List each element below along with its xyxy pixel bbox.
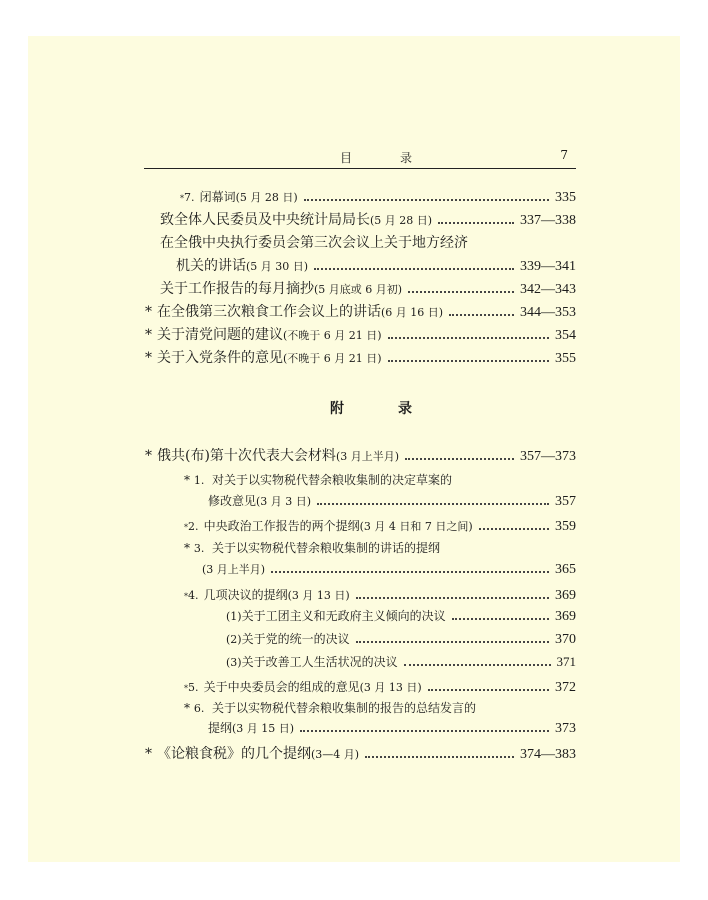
star-marker: * bbox=[184, 592, 188, 601]
toc-entry bbox=[145, 301, 576, 323]
dot-leader bbox=[404, 664, 551, 666]
dot-leader bbox=[356, 641, 549, 643]
dot-leader bbox=[405, 458, 514, 460]
entry-title-line1: 在全俄中央执行委员会第三次会议上关于地方经济 bbox=[160, 235, 468, 251]
entry-date: (5 月 28 日) bbox=[235, 191, 298, 204]
entry-title: 中央政治工作报告的两个提纲 bbox=[203, 519, 360, 533]
star-marker: * bbox=[145, 304, 152, 320]
dot-leader bbox=[479, 528, 549, 530]
toc-entry bbox=[160, 209, 576, 231]
entry-title: 在全俄第三次粮食工作会议上的讲话 bbox=[157, 304, 381, 320]
appendix-heading: 附 录 bbox=[330, 401, 432, 417]
entry-date: (3 月 13 日) bbox=[287, 589, 350, 602]
entry-title: 关于中央委员会的组成的意见 bbox=[203, 680, 360, 694]
dot-leader bbox=[449, 314, 514, 316]
entry-title: 关于入党条件的意见 bbox=[157, 350, 283, 366]
entry-pages: 369 bbox=[555, 609, 576, 624]
toc-entry bbox=[180, 186, 576, 208]
entry-title: 闭幕词 bbox=[199, 190, 236, 204]
entry-number: 1. bbox=[193, 474, 205, 487]
entry-pages: 371 bbox=[556, 654, 576, 669]
entry-title: 几项决议的提纲 bbox=[203, 588, 288, 602]
entry-pages: 365 bbox=[555, 562, 576, 577]
entry-pages: 372 bbox=[555, 680, 576, 695]
entry-title: 关于清党问题的建议 bbox=[157, 327, 283, 343]
entry-title: 关于改善工人生活状况的决议 bbox=[241, 655, 398, 669]
entry-number: 4. bbox=[188, 589, 199, 602]
star-marker: * bbox=[184, 523, 188, 532]
entry-pages: 342—343 bbox=[520, 282, 576, 297]
page-header bbox=[144, 148, 576, 170]
dot-leader bbox=[452, 618, 549, 620]
dot-leader bbox=[428, 689, 549, 691]
entry-pages: 354 bbox=[555, 328, 576, 343]
entry-pages: 335 bbox=[555, 190, 576, 205]
appendix-main-entry bbox=[145, 445, 576, 467]
star-marker: * bbox=[145, 448, 152, 464]
dot-leader bbox=[317, 503, 549, 505]
entry-date: (3 月 4 日和 7 日之间) bbox=[359, 520, 473, 533]
toc-entry bbox=[145, 347, 576, 369]
star-marker: * bbox=[184, 701, 190, 715]
entry-title: 致全体人民委员及中央统计局局长 bbox=[160, 212, 370, 228]
appendix-item-line1 bbox=[184, 471, 452, 488]
entry-pages: 369 bbox=[555, 588, 576, 603]
dot-leader bbox=[365, 756, 514, 758]
appendix-item bbox=[208, 719, 576, 741]
entry-number: (1) bbox=[226, 610, 242, 623]
entry-date: (3—4 月) bbox=[311, 748, 360, 761]
star-marker: * bbox=[184, 684, 188, 693]
entry-pages: 344—353 bbox=[520, 305, 576, 320]
toc-entry bbox=[145, 324, 576, 346]
toc-entry bbox=[160, 278, 576, 300]
entry-date: (3 月 13 日) bbox=[359, 681, 422, 694]
entry-title: 关于工作报告的每月摘抄 bbox=[160, 281, 314, 297]
entry-number: 7. bbox=[184, 191, 195, 204]
entry-number: (3) bbox=[226, 656, 242, 669]
header-page-number: 7 bbox=[560, 148, 568, 162]
entry-title-line1: 关于以实物税代替余粮收集制的报告的总结发言的 bbox=[211, 701, 476, 715]
dot-leader bbox=[438, 222, 514, 224]
star-marker: * bbox=[184, 541, 190, 555]
dot-leader bbox=[271, 571, 549, 573]
entry-title: 《论粮食税》的几个提纲 bbox=[157, 746, 311, 762]
appendix-item bbox=[184, 676, 576, 698]
dot-leader bbox=[300, 730, 549, 732]
header-rule bbox=[144, 168, 576, 169]
appendix-subitem bbox=[226, 630, 576, 652]
appendix-item bbox=[202, 561, 576, 583]
appendix-subitem bbox=[226, 653, 576, 675]
entry-date: (不晚于 6 月 21 日) bbox=[283, 329, 382, 342]
entry-pages: 357—373 bbox=[520, 449, 576, 464]
dot-leader bbox=[388, 360, 549, 362]
entry-title-line2: 机关的讲话 bbox=[176, 258, 246, 274]
appendix-item-line1 bbox=[184, 699, 476, 716]
entry-title-line2: 提纲 bbox=[208, 721, 233, 735]
dot-leader bbox=[314, 268, 514, 270]
dot-leader bbox=[356, 597, 549, 599]
entry-title-line1: 关于以实物税代替余粮收集制的讲话的提纲 bbox=[211, 541, 440, 555]
entry-pages: 374—383 bbox=[520, 747, 576, 762]
entry-pages: 337—338 bbox=[520, 213, 576, 228]
appendix-item bbox=[184, 515, 576, 537]
star-marker: * bbox=[184, 473, 190, 487]
header-title: 目 录 bbox=[340, 151, 431, 165]
entry-date: (5 月 30 日) bbox=[246, 260, 309, 273]
toc-entry bbox=[176, 255, 576, 277]
appendix-item bbox=[208, 492, 576, 514]
entry-number: 5. bbox=[188, 681, 199, 694]
entry-pages: 357 bbox=[555, 494, 576, 509]
entry-date: (5 月底或 6 月初) bbox=[314, 283, 403, 296]
entry-number: 6. bbox=[193, 702, 205, 715]
entry-date: (3 月 15 日) bbox=[232, 722, 295, 735]
entry-pages: 370 bbox=[555, 632, 576, 647]
entry-date: (3 月 3 日) bbox=[256, 495, 312, 508]
entry-date: (5 月 28 日) bbox=[370, 214, 433, 227]
entry-date: (6 月 16 日) bbox=[381, 306, 444, 319]
dot-leader bbox=[304, 199, 549, 201]
entry-number: 2. bbox=[188, 520, 199, 533]
appendix-item-line1 bbox=[184, 539, 440, 556]
entry-number: (2) bbox=[226, 633, 242, 646]
entry-number: 3. bbox=[193, 542, 205, 555]
entry-pages: 359 bbox=[555, 519, 576, 534]
entry-title: 俄共(布)第十次代表大会材料 bbox=[157, 448, 336, 464]
star-marker: * bbox=[145, 350, 152, 366]
entry-title: 关于党的统一的决议 bbox=[241, 632, 350, 646]
entry-date: (3 月上半月) bbox=[202, 563, 266, 576]
star-marker: * bbox=[145, 327, 152, 343]
entry-date: (3 月上半月) bbox=[335, 450, 400, 463]
appendix-item bbox=[184, 584, 576, 606]
dot-leader bbox=[388, 337, 549, 339]
entry-pages: 339—341 bbox=[520, 259, 576, 274]
appendix-last-entry bbox=[145, 743, 576, 765]
entry-title-line2: 修改意见 bbox=[208, 494, 257, 508]
star-marker: * bbox=[145, 746, 152, 762]
entry-title: 关于工团主义和无政府主义倾向的决议 bbox=[241, 609, 446, 623]
appendix-subitem bbox=[226, 607, 576, 629]
entry-title-line1: 对关于以实物税代替余粮收集制的决定草案的 bbox=[211, 473, 452, 487]
entry-pages: 355 bbox=[555, 351, 576, 366]
dot-leader bbox=[408, 291, 514, 293]
entry-date: (不晚于 6 月 21 日) bbox=[283, 352, 382, 365]
entry-pages: 373 bbox=[555, 721, 576, 736]
star-marker: * bbox=[180, 194, 184, 203]
